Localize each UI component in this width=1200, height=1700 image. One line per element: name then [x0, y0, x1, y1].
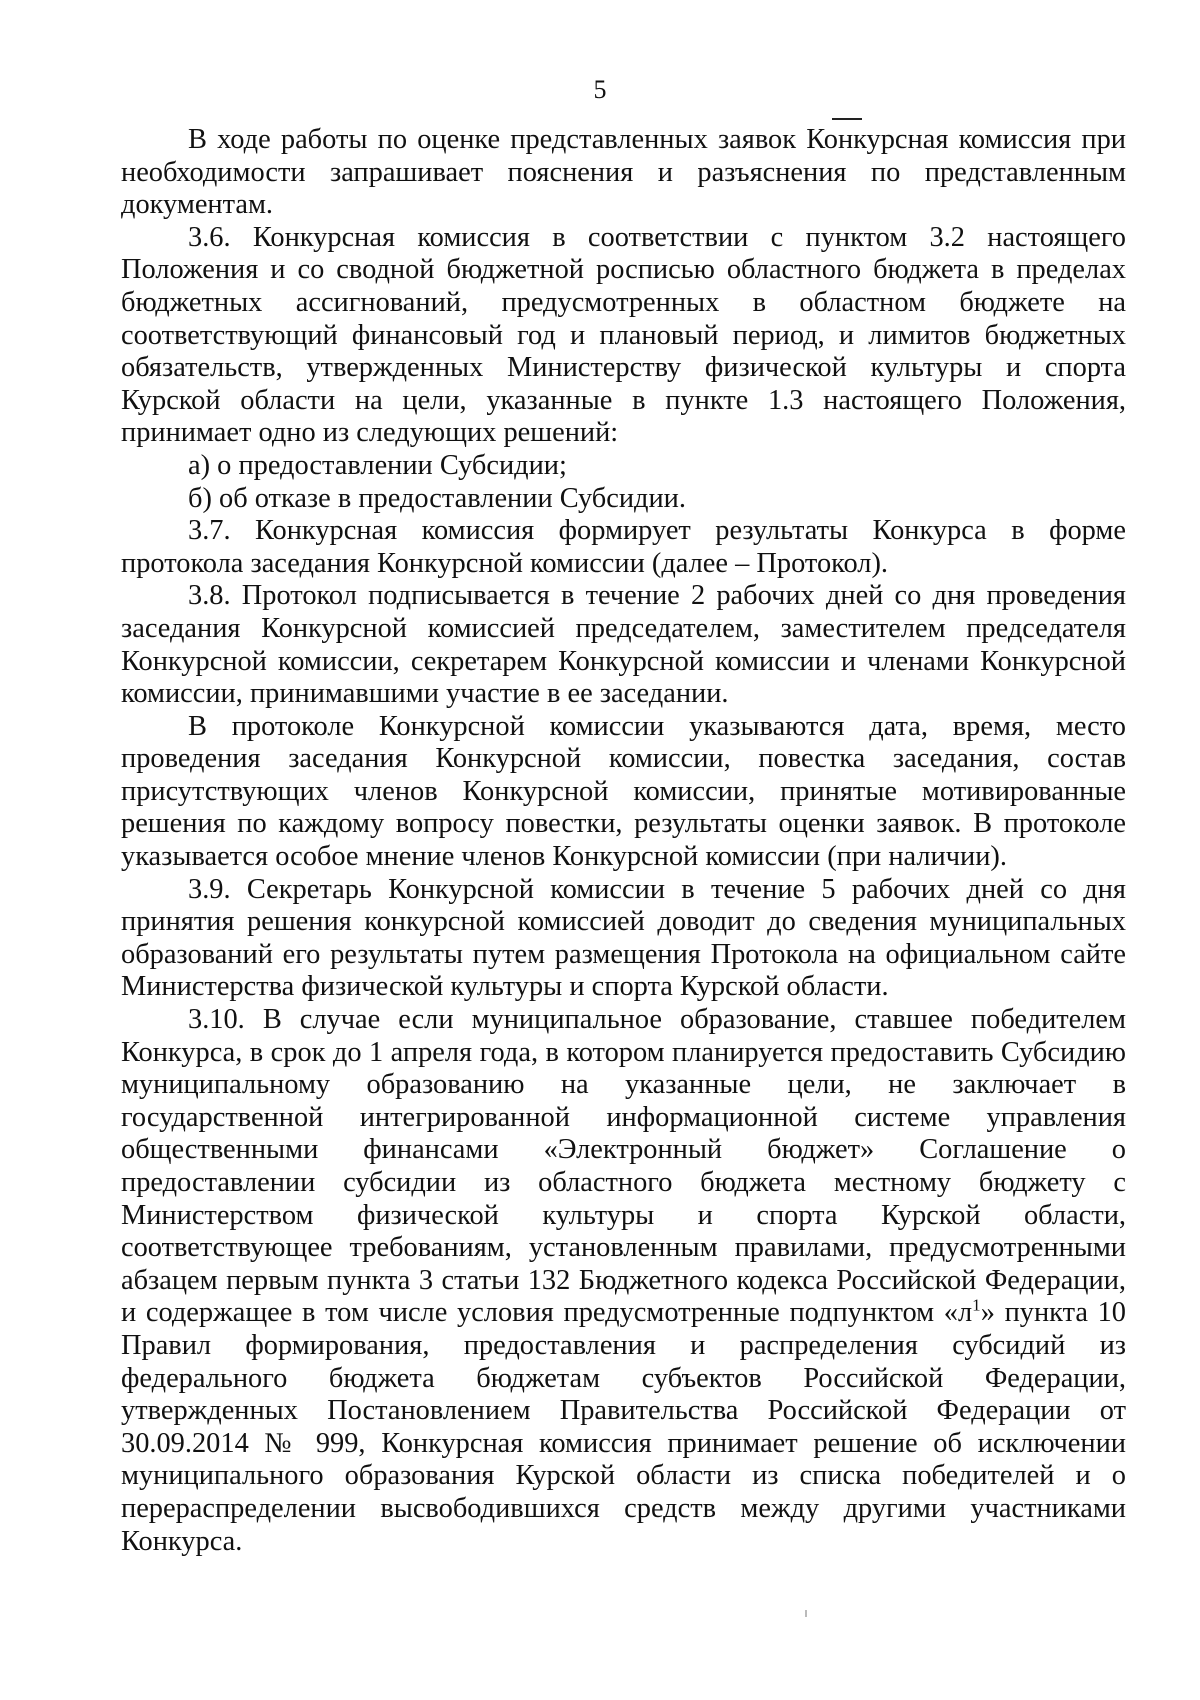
list-item-b: б) об отказе в предоставлении Субсидии. — [188, 482, 686, 514]
paragraph-3-9: 3.9. Секретарь Конкурсной комиссии в течение 5 рабочих дней со дня принятия решения конкурсной комиссией доводит до сведения муниципальных образований его результаты путем размещения Протокола на официальном сайте Министерства физической культуры и спорта Курской области. — [121, 873, 1126, 1003]
paragraph-3-10-part1: 3.10. В случае если муниципальное образование, ставшее победителем Конкурса, в срок до 1 апреля года, в котором планируется предоставить Субсидию муниципальному образованию на указанные цели, не заключает в государственной интегрированной информационной системе управления общественными финансами «Электронный бюджет» Соглашение о предоставлении субсидии из областного бюджета местному бюджету с Министерством физической культуры и спорта Курской области, соответствующее требованиям, установленным правилами, предусмотренными абзацем первым пункта 3 статьи 132 Бюджетного кодекса Российской Федерации, и содержащее в том числе условия предусмотренные подпунктом «л — [121, 1004, 1126, 1329]
paragraph-review-clarifications: В ходе работы по оценке представленных заявок Конкурсная комиссия при необходимости запрашивает пояснения и разъяснения по представленным документам. — [121, 124, 1126, 221]
paragraph-3-8: 3.8. Протокол подписывается в течение 2 рабочих дней со дня проведения заседания Конкурсной комиссией председателем, заместителем председателя Конкурсной комиссии, секретарем Конкурсной комиссии и членами Конкурсной комиссии, принимавшими участие в ее заседании. — [121, 580, 1126, 710]
paragraph-protocol-contents: В протоколе Конкурсной комиссии указываются дата, время, место проведения заседания Конкурсной комиссии, повестка заседания, состав присутствующих членов Конкурсной комиссии, принятые мотивированные решения по каждому вопросу повестки, результаты оценки заявок. В протоколе указывается особое мнение членов Конкурсной комиссии (при наличии). — [121, 710, 1126, 873]
scan-mark — [832, 118, 862, 120]
paragraph-3-7: 3.7. Конкурсная комиссия формирует результаты Конкурса в форме протокола заседания Конкурсной комиссии (далее – Протокол). — [121, 515, 1126, 579]
scan-artifact — [805, 1610, 807, 1617]
page-number: 5 — [593, 75, 607, 104]
paragraph-3-10-part2: » пункта 10 Правил формирования, предоставления и распределения субсидий из федерального бюджета бюджетам субъектов Российской Федерации, утвержденных Постановлением Правительства Российской Федерации от 30.09.2014 № 999, Конкурсная комиссия принимает решение об исключении муниципального образования Курской области из списка победителей и о перераспределении высвободившихся средств между другими участниками Конкурса. — [121, 1297, 1126, 1557]
paragraph-3-10 — [121, 1004, 1126, 1558]
paragraph-3-6: 3.6. Конкурсная комиссия в соответствии с пунктом 3.2 настоящего Положения и со сводной бюджетной росписью областного бюджета в пределах бюджетных ассигнований, предусмотренных в областном бюджете на соответствующий финансовый год и плановый период, и лимитов бюджетных обязательств, утвержденных Министерству физической культуры и спорта Курской области на цели, указанные в пункте 1.3 настоящего Положения, принимает одно из следующих решений: — [121, 221, 1126, 449]
document-body — [121, 124, 1126, 1558]
list-item-a: а) о предоставлении Субсидии; — [188, 449, 567, 481]
superscript-1: 1 — [972, 1295, 981, 1315]
